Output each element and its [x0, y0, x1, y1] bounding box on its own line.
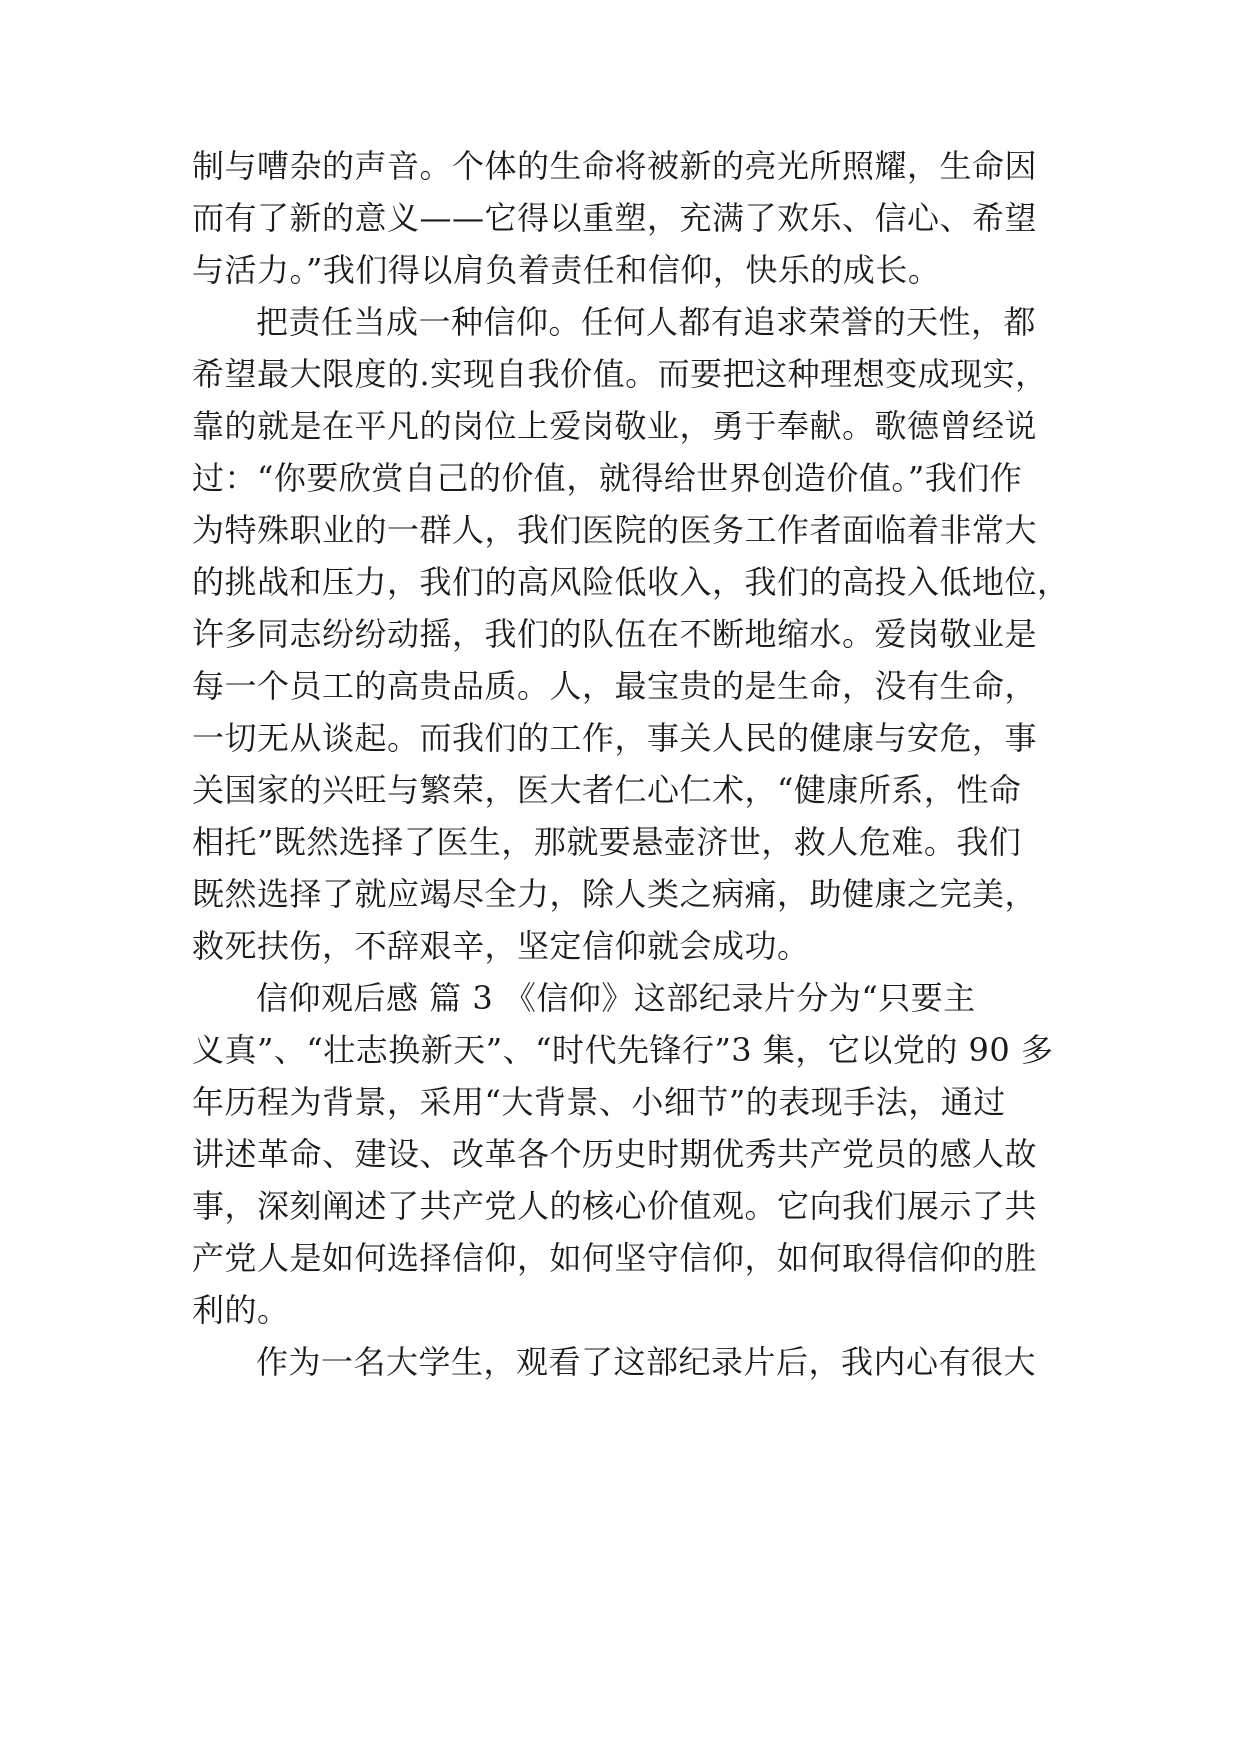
- text-line: 为特殊职业的一群人，我们医院的医务工作者面临着非常大: [192, 511, 1038, 549]
- text-line: 把责任当成一种信仰。任何人都有追求荣誉的天性，都: [256, 303, 1037, 341]
- text-line: 许多同志纷纷动摇，我们的队伍在不断地缩水。爱岗敬业是: [192, 615, 1038, 653]
- text-line: 作为一名大学生，观看了这部纪录片后，我内心有很大: [256, 1343, 1037, 1381]
- text-line: 事，深刻阐述了共产党人的核心价值观。它向我们展示了共: [192, 1187, 1038, 1225]
- text-line: 救死扶伤，不辞艰辛，坚定信仰就会成功。: [192, 927, 810, 965]
- text-line: 制与嘈杂的声音。个体的生命将被新的亮光所照耀，生命因: [192, 147, 1038, 185]
- text-line: 产党人是如何选择信仰，如何坚守信仰，如何取得信仰的胜: [192, 1239, 1038, 1277]
- text-line: 与活力。”我们得以肩负着责任和信仰，快乐的成长。: [192, 251, 941, 289]
- text-line: 靠的就是在平凡的岗位上爱岗敬业，勇于奉献。歌德曾经说: [192, 407, 1038, 445]
- text-line: 希望最大限度的.实现自我价值。而要把这种理想变成现实，: [192, 355, 1048, 393]
- text-line: 一切无从谈起。而我们的工作，事关人民的健康与安危，事: [192, 719, 1038, 757]
- text-line: 年历程为背景，采用“大背景、小细节”的表现手法，通过: [192, 1083, 1006, 1121]
- text-line: 义真”、“壮志换新天”、“时代先锋行”3 集，它以党的 90 多: [192, 1031, 1054, 1069]
- text-line: 的挑战和压力，我们的高风险低收入，我们的高投入低地位，: [192, 563, 1070, 601]
- text-line: 过：“你要欣赏自己的价值，就得给世界创造价值。”我们作: [192, 459, 1023, 497]
- text-line: 每一个员工的高贵品质。人，最宝贵的是生命，没有生命，: [192, 667, 1038, 705]
- text-line: 而有了新的意义——它得以重塑，充满了欢乐、信心、希望: [192, 199, 1038, 237]
- text-line: 关国家的兴旺与繁荣，医大者仁心仁术，“健康所系，性命: [192, 771, 1022, 809]
- text-line: 相托”既然选择了医生，那就要悬壶济世，救人危难。我们: [192, 823, 1022, 861]
- text-line: 既然选择了就应竭尽全力，除人类之病痛，助健康之完美，: [192, 875, 1038, 913]
- text-line: 利的。: [192, 1291, 290, 1329]
- section-heading-line: 信仰观后感 篇 3 《信仰》这部纪录片分为“只要主: [256, 979, 976, 1017]
- text-line: 讲述革命、建设、改革各个历史时期优秀共产党员的感人故: [192, 1135, 1038, 1173]
